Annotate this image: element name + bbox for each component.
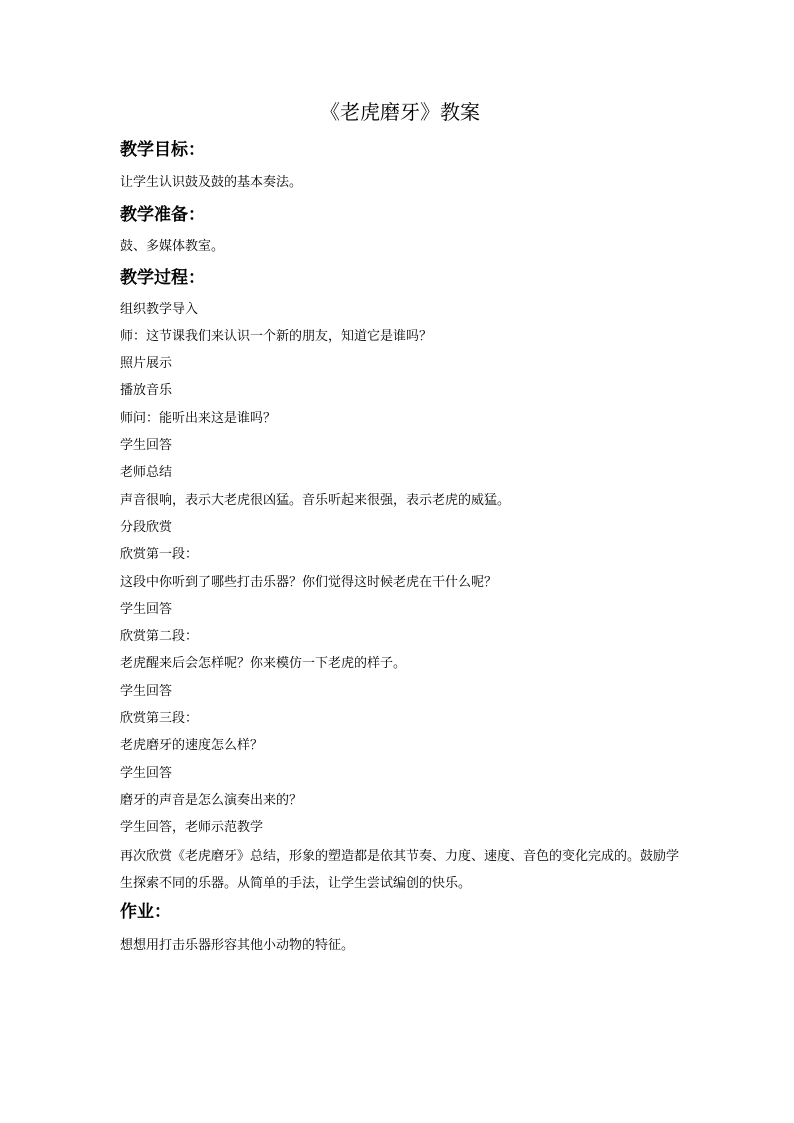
process-line: 照片展示 — [120, 356, 173, 371]
process-line: 学生回答，老师示范教学 — [120, 820, 264, 835]
process-line: 欣赏第三段： — [120, 711, 199, 726]
prep-line: 鼓、多媒体教室。 — [120, 239, 225, 254]
goal-line: 让学生认识鼓及鼓的基本奏法。 — [120, 175, 303, 190]
heading-homework: 作业： — [120, 902, 171, 922]
process-line: 老师总结 — [120, 465, 173, 480]
heading-teaching-goal: 教学目标： — [120, 140, 205, 160]
process-line: 师问：能听出来这是谁吗？ — [120, 411, 277, 426]
document-title: 《老虎磨牙》教案 — [320, 100, 480, 124]
process-line: 学生回答 — [120, 766, 173, 781]
process-line: 这段中你听到了哪些打击乐器？你们觉得这时候老虎在干什么呢？ — [120, 575, 498, 590]
process-line: 老虎磨牙的速度怎么样？ — [120, 738, 264, 753]
process-line: 学生回答 — [120, 684, 173, 699]
process-line: 播放音乐 — [120, 383, 173, 398]
process-line: 师：这节课我们来认识一个新的朋友，知道它是谁吗？ — [120, 329, 433, 344]
process-line: 欣赏第一段： — [120, 547, 199, 562]
heading-teaching-process: 教学过程： — [120, 268, 205, 288]
process-line: 磨牙的声音是怎么演奏出来的？ — [120, 793, 303, 808]
homework-line: 想想用打击乐器形容其他小动物的特征。 — [120, 938, 355, 953]
process-line: 老虎醒来后会怎样呢？你来模仿一下老虎的样子。 — [120, 656, 407, 671]
process-summary-paragraph: 再次欣赏《老虎磨牙》总结，形象的塑造都是依其节奏、力度、速度、音色的变化完成的。鼓励学生探索不同的乐器。从简单的手法，让学生尝试编创的快乐。 — [120, 849, 680, 891]
heading-teaching-prep: 教学准备： — [120, 205, 205, 225]
process-line: 组织教学导入 — [120, 302, 199, 317]
process-line: 欣赏第二段： — [120, 629, 199, 644]
process-line: 声音很响，表示大老虎很凶猛。音乐听起来很强，表示老虎的威猛。 — [120, 493, 511, 508]
process-line: 学生回答 — [120, 602, 173, 617]
process-line: 分段欣赏 — [120, 520, 173, 535]
process-line: 学生回答 — [120, 438, 173, 453]
